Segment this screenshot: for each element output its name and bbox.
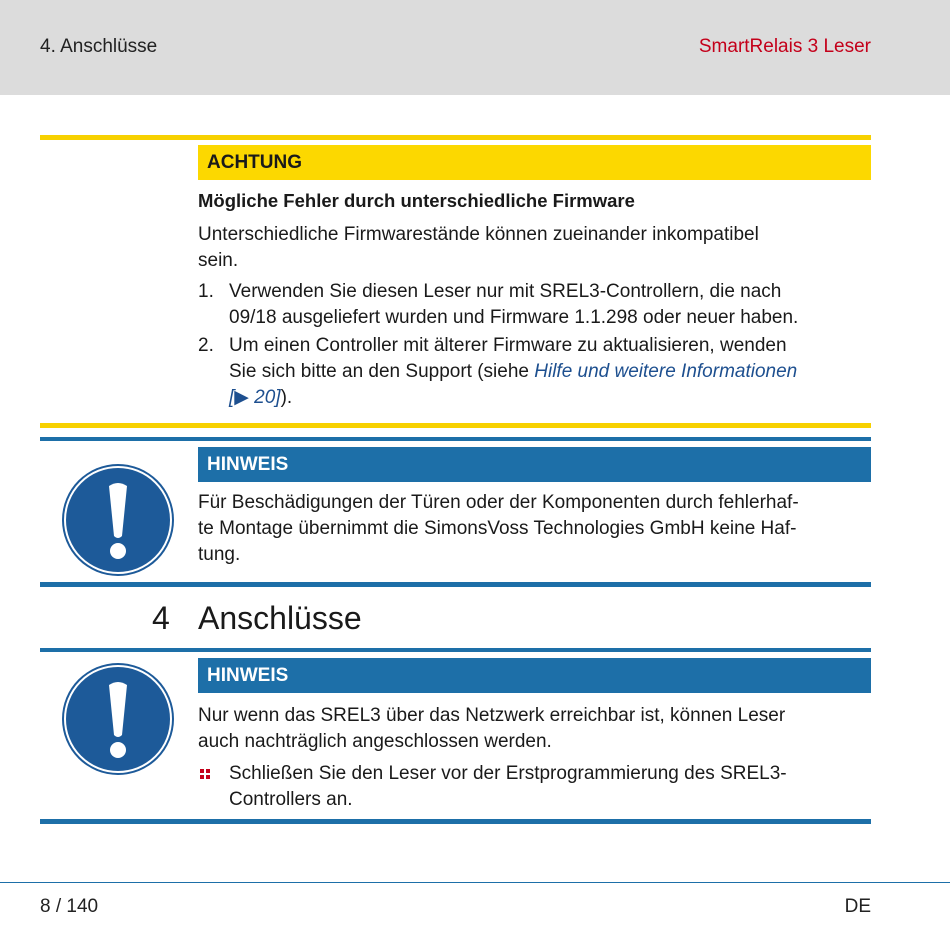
notice-bottom-rule	[40, 819, 871, 824]
caution-subtitle: Mögliche Fehler durch unterschiedliche Firmware	[198, 190, 635, 211]
header-section-title: 4. Anschlüsse	[40, 36, 158, 57]
notice-bottom-rule	[40, 582, 871, 587]
list-item-line: Verwenden Sie diesen Leser nur mit SREL3-Controllern, die nach	[229, 281, 782, 302]
bullet-text-line: Controllers an.	[229, 789, 353, 810]
list-item-number: 1.	[198, 281, 214, 302]
exclamation-circle-icon	[62, 464, 174, 576]
list-item-line: 09/18 ausgeliefert wurden und Firmware 1.1.298 oder neuer haben.	[229, 307, 799, 328]
red-square-bullet-icon	[200, 769, 210, 779]
list-item-line: ).	[280, 387, 293, 408]
notice-top-rule	[40, 437, 871, 441]
list-item-line: Sie sich bitte an den Support (siehe	[229, 361, 535, 382]
notice-text-line: Für Beschädigungen der Türen oder der Komponenten durch fehlerhaf-	[198, 492, 799, 513]
caution-title: ACHTUNG	[198, 145, 871, 180]
help-info-link[interactable]: Hilfe und weitere Informationen	[534, 361, 798, 382]
notice-text-line: te Montage übernimmt die SimonsVoss Technologies GmbH keine Haf-	[198, 518, 797, 539]
help-info-page-ref-link[interactable]: [▶ 20]	[229, 387, 281, 408]
notice-top-rule	[40, 648, 871, 652]
notice-title: HINWEIS	[198, 447, 871, 482]
notice-text-line: Nur wenn das SREL3 über das Netzwerk erreichbar ist, können Leser	[198, 705, 786, 726]
language-code: DE	[844, 896, 871, 917]
notice-text-line: tung.	[198, 544, 241, 565]
footer-divider	[0, 882, 950, 883]
caution-intro	[198, 222, 871, 274]
chapter-title: Anschlüsse	[198, 600, 362, 636]
list-item-number: 2.	[198, 335, 214, 356]
exclamation-circle-icon	[62, 663, 174, 775]
caution-bottom-rule	[40, 423, 871, 428]
notice-text	[198, 490, 871, 568]
notice-text-line: auch nachträglich angeschlossen werden.	[198, 731, 552, 752]
list-item-line: Um einen Controller mit älterer Firmware zu aktualisieren, wenden	[229, 335, 787, 356]
chapter-number: 4	[152, 600, 170, 636]
caution-intro-line: sein.	[198, 250, 239, 271]
header-product-name: SmartRelais 3 Leser	[698, 36, 871, 57]
notice-title: HINWEIS	[198, 658, 871, 693]
notice-text	[198, 703, 871, 755]
bullet-text-line: Schließen Sie den Leser vor der Erstprogrammierung des SREL3-	[229, 763, 787, 784]
page-header	[0, 0, 950, 95]
page-number: 8 / 140	[40, 896, 99, 917]
caution-top-rule	[40, 135, 871, 140]
caution-intro-line: Unterschiedliche Firmwarestände können zueinander inkompatibel	[198, 224, 759, 245]
